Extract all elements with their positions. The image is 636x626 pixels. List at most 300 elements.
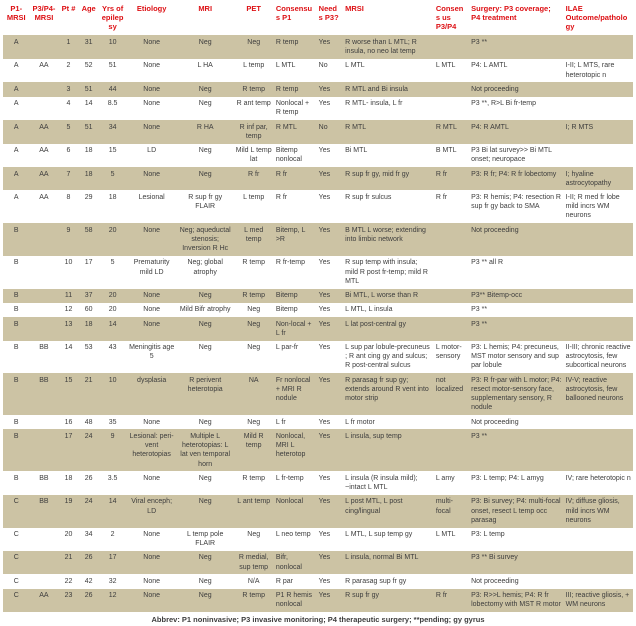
- cell-pt-number: 9: [66, 226, 71, 234]
- cell-age: 18: [84, 320, 93, 328]
- cell-mrsi: L insula (R insula mild); ~intact L MTL: [345, 474, 418, 492]
- cell-mrsi: R parasag fr sup gy; extends around R vent into motor strip: [345, 376, 429, 403]
- table-row: [3, 97, 633, 120]
- cell-mrsi: L insula, normal Bi MTL: [345, 554, 419, 562]
- cell-mri: L temp pole FLAIR: [187, 531, 224, 548]
- cell-mrsi: R sup fr gy: [345, 592, 379, 600]
- cell-consensus-p3p4: [434, 574, 469, 588]
- cell-mrsi: L MTL: [345, 62, 365, 70]
- cell-needs-p3: No: [318, 123, 328, 131]
- cell-age: 18: [84, 170, 93, 178]
- cell-mri: Neg: [198, 577, 212, 585]
- cell-p3p4-mrsi: BB: [39, 474, 49, 482]
- cell-pt-number: 20: [64, 531, 73, 538]
- cell-mrsi: R MTL: [345, 123, 367, 131]
- cell-p1-mrsi: B: [13, 344, 19, 352]
- cell-p1-mrsi: A: [13, 85, 19, 93]
- cell-surgery: P3: R fr-par with L motor; P4: resect motor-sensory face, supplementary sensory, R nodule: [471, 376, 562, 412]
- cell-pt-number: 23: [64, 592, 73, 600]
- cell-p1-mrsi: A: [13, 100, 19, 108]
- column-header-surgery: Surgery: P3 coverage; P4 treatment: [471, 4, 551, 23]
- cell-mri: L HA: [197, 62, 213, 70]
- cell-p3p4-mrsi: BB: [39, 498, 49, 506]
- cell-consensus-p3p4: [434, 317, 469, 340]
- cell-surgery: P4: R AMTL: [471, 123, 509, 131]
- cell-surgery: P3: R fr; P4: R fr lobectomy: [471, 170, 557, 178]
- table-row: [3, 59, 633, 82]
- cell-mrsi: R sup temp with insula; mild R post fr-temp; mild R MTL: [345, 259, 428, 285]
- cell-ilae-outcome: [564, 223, 633, 256]
- cell-yrs-of-epilepsy: 20: [108, 292, 117, 300]
- cell-yrs-of-epilepsy: 32: [108, 577, 117, 585]
- cell-ilae-outcome: [564, 82, 633, 96]
- cell-consensus-p3p4: [434, 415, 469, 429]
- cell-surgery: P3 ** Bi survey: [471, 554, 518, 562]
- cell-ilae-outcome: I-II; L MTS, rare heterotopic n: [565, 62, 615, 79]
- cell-p3p4-mrsi: [29, 415, 58, 429]
- cell-mri: Multiple L heterotopias: L lat ven temporal horn: [180, 432, 231, 468]
- cell-pt-number: 21: [64, 554, 73, 562]
- cell-mrsi: B MTL L worse; extending into limbic network: [345, 226, 426, 243]
- cell-age: 42: [84, 577, 93, 585]
- cell-p3p4-mrsi: BB: [39, 376, 49, 384]
- cell-consensus-p1: L MTL: [275, 62, 296, 70]
- cell-yrs-of-epilepsy: 20: [108, 226, 117, 234]
- cell-p3p4-mrsi: AA: [39, 62, 49, 70]
- cell-consensus-p1: Bitemp: [275, 292, 298, 300]
- cell-p1-mrsi: B: [13, 306, 19, 314]
- cell-yrs-of-epilepsy: 35: [108, 418, 117, 426]
- cell-mrsi: R sup fr gy, mid fr gy: [345, 170, 410, 178]
- patient-data-table: [3, 2, 633, 612]
- cell-etiology: None: [143, 123, 161, 131]
- cell-needs-p3: Yes: [318, 147, 331, 155]
- cell-pet: Neg: [247, 320, 261, 328]
- cell-p3p4-mrsi: AA: [39, 147, 49, 155]
- cell-p1-mrsi: A: [13, 62, 19, 70]
- cell-yrs-of-epilepsy: 20: [108, 306, 117, 314]
- cell-pt-number: 12: [64, 306, 73, 314]
- cell-pet: L temp: [243, 62, 265, 70]
- cell-p3p4-mrsi: [29, 551, 58, 574]
- cell-pt-number: 7: [66, 170, 71, 178]
- table-row: [3, 256, 633, 289]
- cell-p1-mrsi: C: [13, 498, 19, 506]
- cell-needs-p3: Yes: [318, 193, 331, 201]
- cell-pet: L ant temp: [237, 498, 271, 506]
- cell-etiology: None: [143, 292, 161, 300]
- cell-needs-p3: No: [318, 62, 328, 70]
- cell-pt-number: 17: [64, 432, 73, 440]
- cell-ilae-outcome: II-III; chronic reactive astrocytosis, few subcortical neurons: [565, 344, 631, 370]
- cell-age: 53: [84, 344, 93, 352]
- cell-p3p4-mrsi: [29, 35, 58, 58]
- cell-consensus-p1: L fr: [275, 418, 286, 426]
- cell-p3p4-mrsi: [29, 223, 58, 256]
- cell-mri: Neg; global atrophy: [187, 259, 223, 276]
- column-header-age: Age: [81, 4, 96, 13]
- cell-p3p4-mrsi: AA: [39, 170, 49, 178]
- cell-consensus-p1: L neo temp: [275, 531, 311, 538]
- cell-mri: Neg: [198, 344, 212, 352]
- cell-surgery: P3: L temp; P4: L amyg: [471, 474, 544, 482]
- cell-mri: R HA: [196, 123, 214, 131]
- cell-mrsi: R parasag sup fr gy: [345, 577, 407, 585]
- cell-pet: Mild R temp: [243, 432, 264, 450]
- cell-ilae-outcome: IV; rare heterotopic n: [565, 474, 631, 482]
- cell-ilae-outcome: [564, 415, 633, 429]
- cell-p1-mrsi: A: [13, 170, 19, 178]
- table-row: [3, 528, 633, 551]
- cell-ilae-outcome: [564, 289, 633, 303]
- cell-needs-p3: Yes: [318, 320, 331, 328]
- cell-yrs-of-epilepsy: 3.5: [107, 474, 118, 482]
- cell-consensus-p1: R fr-temp: [275, 259, 306, 267]
- cell-pet: R temp: [242, 474, 265, 482]
- cell-consensus-p1: R fr: [275, 193, 288, 201]
- cell-consensus-p1: Non-local + L fr: [275, 320, 312, 337]
- table-row: [3, 429, 633, 471]
- cell-pet: R temp: [242, 292, 265, 300]
- table-row: [3, 144, 633, 167]
- cell-mri: Neg: [198, 100, 212, 108]
- table-row: [3, 495, 633, 528]
- cell-mri: Neg: [198, 85, 212, 93]
- cell-mri: R sup fr gy FLAIR: [188, 193, 223, 211]
- cell-consensus-p3p4: multi- focal: [435, 498, 453, 515]
- cell-consensus-p3p4: B MTL: [435, 147, 457, 155]
- cell-p3p4-mrsi: [29, 289, 58, 303]
- cell-age: 58: [84, 226, 93, 234]
- cell-consensus-p1: Nonlocal: [275, 498, 304, 506]
- cell-mri: R perivent heterotopia: [187, 376, 223, 393]
- cell-yrs-of-epilepsy: 2: [110, 531, 115, 538]
- cell-age: 14: [84, 100, 93, 108]
- table-row: [3, 471, 633, 494]
- cell-age: 24: [84, 432, 93, 440]
- cell-mri: Neg: [198, 320, 212, 328]
- abbreviations-note: Abbrev: P1 noninvasive; P3 invasive monitoring; P4 therapeutic surgery; **pending; gy gyrus: [151, 615, 485, 625]
- cell-age: 21: [84, 376, 93, 384]
- cell-etiology: None: [143, 226, 161, 234]
- cell-ilae-outcome: [564, 317, 633, 340]
- cell-needs-p3: Yes: [318, 100, 331, 108]
- cell-pt-number: 19: [64, 498, 73, 506]
- cell-surgery: P3** Bitemp-occ: [471, 292, 523, 300]
- cell-pt-number: 8: [66, 193, 71, 201]
- cell-needs-p3: Yes: [318, 344, 331, 352]
- cell-surgery: P3: R hemis; P4: resection R sup fr gy back to SMA: [471, 193, 561, 211]
- cell-consensus-p3p4: [434, 289, 469, 303]
- cell-etiology: LD: [147, 147, 157, 155]
- cell-surgery: Not proceeding: [471, 85, 519, 93]
- cell-mrsi: R MTL and Bi insula: [345, 85, 408, 93]
- cell-ilae-outcome: [564, 429, 633, 471]
- cell-yrs-of-epilepsy: 44: [108, 85, 117, 93]
- cell-yrs-of-epilepsy: 17: [108, 554, 117, 562]
- cell-consensus-p1: Bitemp: [275, 306, 298, 314]
- cell-etiology: None: [143, 474, 161, 482]
- cell-needs-p3: Yes: [318, 577, 331, 585]
- cell-ilae-outcome: I; R MTS: [565, 123, 594, 131]
- cell-mrsi: L fr motor: [345, 418, 375, 426]
- cell-yrs-of-epilepsy: 12: [108, 592, 117, 600]
- cell-ilae-outcome: [564, 35, 633, 58]
- table-row: [3, 35, 633, 58]
- table-row: [3, 574, 633, 588]
- cell-p3p4-mrsi: [29, 317, 58, 340]
- table-row: [3, 167, 633, 190]
- cell-pt-number: 13: [64, 320, 73, 328]
- cell-p1-mrsi: B: [13, 432, 19, 440]
- cell-needs-p3: Yes: [318, 376, 331, 384]
- cell-pet: R fr: [248, 170, 260, 178]
- cell-p3p4-mrsi: [29, 97, 58, 120]
- cell-pet: R temp: [242, 259, 265, 267]
- cell-p3p4-mrsi: [29, 303, 58, 317]
- cell-p1-mrsi: B: [13, 226, 19, 234]
- cell-needs-p3: Yes: [318, 38, 331, 46]
- cell-consensus-p3p4: R fr: [435, 170, 448, 178]
- cell-pet: L temp: [243, 193, 265, 201]
- cell-mrsi: L sup par lobule-precuneus ; R ant cing gy and sulcus; R post-central sulcus: [345, 344, 430, 370]
- column-header-pet: PET: [246, 4, 261, 13]
- cell-p1-mrsi: B: [13, 292, 19, 300]
- cell-pt-number: 2: [66, 62, 71, 70]
- cell-consensus-p1: R par: [275, 577, 293, 585]
- column-header-needs-p3: Needs P3?: [318, 4, 339, 23]
- cell-p1-mrsi: C: [13, 554, 19, 562]
- cell-mrsi: Bi MTL: [345, 147, 368, 155]
- cell-consensus-p1: L par-fr: [275, 344, 299, 352]
- cell-consensus-p3p4: R MTL: [435, 123, 457, 131]
- cell-surgery: P3: L hemis; P4: precuneus, MST motor sensory and sup par lobule: [471, 344, 559, 370]
- cell-needs-p3: Yes: [318, 170, 331, 178]
- cell-age: 51: [84, 85, 93, 93]
- cell-surgery: P3: L temp: [471, 531, 505, 538]
- cell-pet: NA: [248, 376, 259, 384]
- cell-consensus-p1: P1 R hemis nonlocal: [275, 592, 313, 609]
- cell-p3p4-mrsi: AA: [39, 123, 49, 131]
- cell-etiology: None: [143, 418, 161, 426]
- table-row: [3, 289, 633, 303]
- cell-pet: R medial, sup temp: [238, 554, 269, 571]
- cell-etiology: None: [143, 531, 161, 538]
- cell-needs-p3: Yes: [318, 554, 331, 562]
- column-header-mri: MRI: [198, 4, 213, 13]
- column-header-p1-mrsi: P1- MRSI: [6, 4, 26, 23]
- table-row: [3, 373, 633, 415]
- cell-mri: Neg: [198, 292, 212, 300]
- cell-mri: Neg: [198, 170, 212, 178]
- cell-pt-number: 4: [66, 100, 71, 108]
- cell-pt-number: 16: [64, 418, 73, 426]
- cell-pt-number: 14: [64, 344, 73, 352]
- cell-pt-number: 11: [64, 292, 73, 300]
- cell-p1-mrsi: A: [13, 123, 19, 131]
- cell-yrs-of-epilepsy: 14: [108, 320, 117, 328]
- cell-yrs-of-epilepsy: 5: [110, 170, 115, 178]
- table-row: [3, 120, 633, 143]
- cell-etiology: None: [143, 320, 161, 328]
- cell-etiology: None: [143, 577, 161, 585]
- cell-p1-mrsi: C: [13, 531, 19, 538]
- cell-ilae-outcome: [564, 303, 633, 317]
- cell-yrs-of-epilepsy: 8.5: [107, 100, 118, 108]
- cell-pt-number: 18: [64, 474, 73, 482]
- cell-p3p4-mrsi: BB: [39, 344, 49, 352]
- cell-consensus-p3p4: [434, 97, 469, 120]
- cell-p1-mrsi: C: [13, 592, 19, 600]
- table-row: [3, 317, 633, 340]
- cell-surgery: P3: R>>L hemis; P4: R fr lobectomy with MST R motor: [471, 592, 561, 609]
- cell-mrsi: R sup fr sulcus: [345, 193, 392, 201]
- cell-etiology: None: [143, 38, 161, 46]
- table-row: [3, 415, 633, 429]
- column-header-consensus-p3p4: Consens us P3/P4: [435, 4, 464, 32]
- cell-consensus-p3p4: [434, 223, 469, 256]
- cell-mri: Neg: [198, 498, 212, 506]
- cell-needs-p3: Yes: [318, 306, 331, 314]
- cell-pt-number: 1: [66, 38, 71, 46]
- cell-surgery: Not proceeding: [471, 226, 519, 234]
- cell-consensus-p3p4: [434, 82, 469, 96]
- cell-mri: Neg: [198, 592, 212, 600]
- cell-consensus-p1: Nonlocal + R temp: [275, 100, 310, 117]
- cell-pt-number: 6: [66, 147, 71, 155]
- cell-surgery: P3 Bi lat survey>> Bi MTL onset; neuropace: [471, 147, 552, 164]
- cell-consensus-p3p4: [434, 35, 469, 58]
- cell-needs-p3: Yes: [318, 418, 331, 426]
- table-row: [3, 190, 633, 223]
- cell-needs-p3: Yes: [318, 531, 331, 538]
- cell-pt-number: 3: [66, 85, 71, 93]
- cell-yrs-of-epilepsy: 34: [108, 123, 117, 131]
- cell-surgery: Not proceeding: [471, 418, 519, 426]
- table-row: [3, 589, 633, 612]
- cell-pt-number: 22: [64, 577, 73, 585]
- column-header-p3p4-mrsi: P3/P4- MRSI: [32, 4, 56, 23]
- cell-age: 48: [84, 418, 93, 426]
- cell-ilae-outcome: I-II; R med fr lobe mild incrs WM neurons: [565, 193, 620, 220]
- cell-pet: R temp: [242, 592, 265, 600]
- cell-ilae-outcome: [564, 256, 633, 289]
- cell-etiology: dysplasia: [137, 376, 167, 384]
- header-row: [3, 2, 633, 35]
- cell-pet: Neg: [247, 306, 261, 314]
- cell-p1-mrsi: B: [13, 376, 19, 384]
- cell-mri: Neg: [198, 147, 212, 155]
- cell-yrs-of-epilepsy: 18: [108, 193, 117, 201]
- cell-p1-mrsi: C: [13, 577, 19, 585]
- cell-pet: R temp: [242, 85, 265, 93]
- cell-age: 26: [84, 474, 93, 482]
- cell-yrs-of-epilepsy: 15: [108, 147, 117, 155]
- cell-yrs-of-epilepsy: 9: [110, 432, 115, 440]
- cell-mri: Mild Bifr atrophy: [179, 306, 231, 314]
- cell-ilae-outcome: IV-V; reactive astrocytosis, few ballooned neurons: [565, 376, 624, 403]
- cell-consensus-p1: R temp: [275, 38, 299, 46]
- cell-age: 18: [84, 147, 93, 155]
- cell-age: 51: [84, 123, 93, 131]
- cell-mrsi: R worse than L MTL; R insula, no neo lat temp: [345, 38, 417, 56]
- cell-surgery: P3 **: [471, 320, 488, 328]
- cell-ilae-outcome: [564, 528, 633, 551]
- cell-consensus-p1: Bitemp, L >R: [275, 226, 306, 243]
- cell-mrsi: L lat post-central gy: [345, 320, 406, 328]
- cell-etiology: Viral enceph; LD: [131, 498, 173, 515]
- cell-yrs-of-epilepsy: 5: [110, 259, 115, 267]
- table-row: [3, 223, 633, 256]
- cell-p3p4-mrsi: [29, 528, 58, 551]
- cell-consensus-p3p4: R fr: [435, 193, 448, 201]
- cell-ilae-outcome: III; reactive gliosis, + WM neurons: [565, 592, 630, 609]
- cell-p3p4-mrsi: [29, 574, 58, 588]
- cell-mri: Neg: [198, 554, 212, 562]
- cell-needs-p3: Yes: [318, 474, 331, 482]
- cell-needs-p3: Yes: [318, 85, 331, 93]
- cell-surgery: Not proceeding: [471, 577, 519, 585]
- cell-mrsi: L insula, sup temp: [345, 432, 402, 440]
- cell-needs-p3: Yes: [318, 432, 331, 440]
- cell-consensus-p3p4: [434, 429, 469, 471]
- cell-pet: N/A: [247, 577, 260, 585]
- cell-mri: Neg; aqueductal stenosis; Inversion R Hc: [179, 226, 231, 253]
- cell-surgery: P3 ** all R: [471, 259, 504, 267]
- cell-pet: Mild L temp lat: [235, 147, 272, 164]
- cell-pet: Neg: [247, 344, 261, 352]
- cell-etiology: None: [143, 100, 161, 108]
- cell-p3p4-mrsi: [29, 82, 58, 96]
- cell-p1-mrsi: B: [13, 259, 19, 267]
- cell-etiology: Meningitis age 5: [129, 344, 175, 361]
- cell-ilae-outcome: I; hyaline astrocytopathy: [565, 170, 612, 187]
- cell-age: 29: [84, 193, 93, 201]
- cell-consensus-p1: Fr nonlocal + MRI R nodule: [275, 376, 311, 403]
- column-header-consensus-p1: Consensus P1: [275, 4, 313, 23]
- cell-pet: Neg: [247, 531, 261, 538]
- column-header-ilae-outcome: ILAE Outcome/pathology: [565, 4, 628, 32]
- cell-p3p4-mrsi: [29, 429, 58, 471]
- cell-consensus-p3p4: [434, 551, 469, 574]
- cell-etiology: None: [143, 85, 161, 93]
- cell-age: 34: [84, 531, 93, 538]
- column-header-mrsi: MRSI: [345, 4, 364, 13]
- cell-surgery: P3 **: [471, 432, 488, 440]
- cell-p1-mrsi: B: [13, 320, 19, 328]
- cell-p3p4-mrsi: AA: [39, 193, 49, 201]
- cell-p3p4-mrsi: AA: [39, 592, 49, 600]
- column-header-yrs-of-epilepsy: Yrs of epilepsy: [101, 4, 124, 32]
- cell-consensus-p1: R fr: [275, 170, 288, 178]
- cell-yrs-of-epilepsy: 10: [108, 38, 117, 46]
- cell-pt-number: 15: [64, 376, 73, 384]
- cell-pt-number: 10: [64, 259, 73, 267]
- cell-etiology: Lesional: peri- vent heterotopias: [129, 432, 174, 459]
- column-header-pt-number: Pt #: [61, 4, 76, 13]
- cell-etiology: None: [143, 554, 161, 562]
- cell-mrsi: R MTL- insula, L fr: [345, 100, 403, 108]
- cell-consensus-p3p4: [434, 256, 469, 289]
- cell-consensus-p3p4: L MTL: [435, 62, 456, 70]
- cell-pet: L med temp: [244, 226, 264, 243]
- cell-consensus-p1: Nonlocal, MRI L heterotop: [275, 432, 306, 459]
- cell-mri: Neg: [198, 38, 212, 46]
- cell-mrsi: L MTL, L insula: [345, 306, 393, 314]
- cell-pet: Neg: [247, 38, 261, 46]
- cell-p1-mrsi: A: [13, 147, 19, 155]
- cell-mrsi: Bi MTL, L worse than R: [345, 292, 419, 300]
